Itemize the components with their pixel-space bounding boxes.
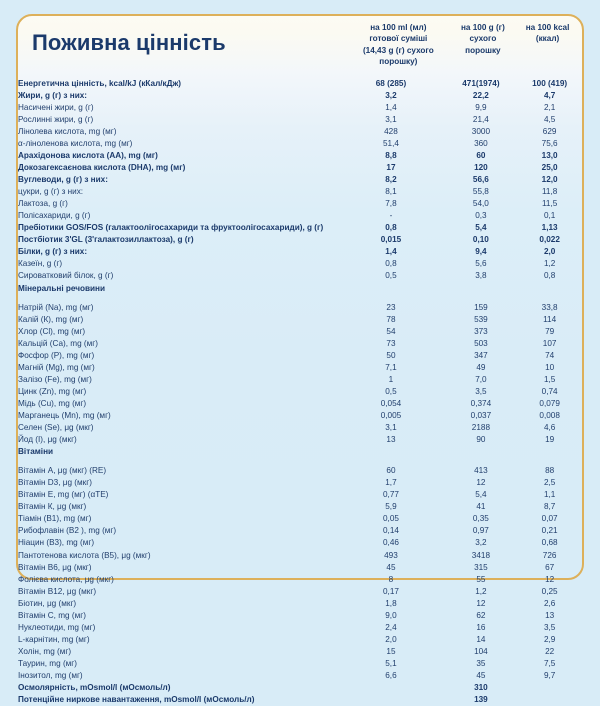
table-row <box>18 302 582 314</box>
nutrient-label: Вітамін Е, mg (мг) (αТЕ) <box>18 490 109 500</box>
nutrient-value-col3: 4,5 <box>543 114 556 124</box>
nutrient-label: Калій (К), mg (мг) <box>18 314 84 324</box>
nutrient-value-col3: 1,5 <box>543 374 556 384</box>
nutrient-value-col2: 9,9 <box>475 102 487 112</box>
nutrient-value-col2: 5,4 <box>475 490 487 500</box>
nutrient-value-col3: 67 <box>545 562 555 572</box>
nutrient-value-col2: 12 <box>476 478 486 488</box>
nutrient-label: Полісахариди, g (г) <box>18 211 91 221</box>
nutrient-value-col2: 1,2 <box>475 586 487 596</box>
nutrient-value-col1: 1,4 <box>385 247 397 257</box>
nutrient-value-col3 <box>517 446 582 458</box>
table-row <box>18 646 582 658</box>
nutrient-value-col2: 49 <box>476 362 486 372</box>
nutrient-value-col3: 19 <box>545 435 555 445</box>
nutrient-value-col1: 8,8 <box>385 151 397 160</box>
table-row <box>18 658 582 670</box>
table-row <box>18 562 582 574</box>
nutrient-value-col3: 0,008 <box>539 410 560 420</box>
nutrient-value-col1: 428 <box>384 126 398 136</box>
table-row-spacer <box>18 458 582 465</box>
nutrient-value-col3: 13,0 <box>541 151 558 160</box>
nutrient-label: Фолієва кислота, μg (мкг) <box>18 574 114 584</box>
nutrient-value-col2: 5,4 <box>475 223 487 233</box>
nutrient-label: Осмолярність, mOsmol/l (мОсмоль/л) <box>18 683 171 693</box>
nutrient-value-col1: 45 <box>386 562 396 572</box>
table-row <box>18 102 582 114</box>
table-row <box>18 478 582 490</box>
nutrient-value-col3: 8,7 <box>543 502 556 512</box>
table-row <box>18 634 582 646</box>
nutrient-value-col2: 3418 <box>471 550 490 560</box>
nutrient-value-col1: 8,1 <box>385 187 397 197</box>
nutrient-value-col3: 11,5 <box>541 199 558 209</box>
nutrient-value-col2: 0,374 <box>470 398 492 408</box>
nutrient-value-col3: 22 <box>545 646 555 656</box>
nutrient-value-col2 <box>445 283 518 295</box>
nutrient-label: Ніацин (В3), mg (мг) <box>18 538 95 548</box>
nutrient-value-col1: 0,46 <box>382 538 399 548</box>
nutrient-value-col2: 3,5 <box>475 386 487 396</box>
nutrient-value-col3: 75,6 <box>541 138 558 148</box>
table-row <box>18 90 582 102</box>
nutrient-value-col1: 78 <box>386 314 396 324</box>
nutrient-value-col1: 8 <box>388 574 394 584</box>
nutrient-value-col1: 0,14 <box>382 526 399 536</box>
nutrient-label: Докозагексаєнова кислота (DHA), mg (мг) <box>18 163 186 173</box>
nutrient-value-col3: 0,68 <box>541 538 558 548</box>
nutrient-value-col1: 17 <box>386 163 396 173</box>
nutrient-label: Інозитол, mg (мг) <box>18 670 83 680</box>
nutrient-label: Вітамін В12, μg (мкг) <box>18 586 97 596</box>
table-row <box>18 398 582 410</box>
nutrient-label: Вітамін В6, μg (мкг) <box>18 562 92 572</box>
nutrient-value-col2: 139 <box>474 695 488 705</box>
nutrient-value-col1: 68 (285) <box>375 78 407 88</box>
table-row <box>18 526 582 538</box>
table-row <box>18 514 582 526</box>
nutrient-value-col3: 3,5 <box>543 622 556 632</box>
nutrient-value-col1: 0,054 <box>380 398 402 408</box>
nutrient-value-col1: 2,0 <box>385 634 397 644</box>
nutrient-value-col2: 21,4 <box>472 114 489 124</box>
nutrient-value-col1: 51,4 <box>382 138 399 148</box>
table-row <box>18 622 582 634</box>
nutrient-value-col3: 726 <box>542 550 557 560</box>
nutrient-value-col3: 1,2 <box>543 259 556 269</box>
nutrient-label: Казеїн, g (г) <box>18 259 63 269</box>
nutrient-value-col1: 5,1 <box>385 658 397 668</box>
nutrient-label: Йод (I), μg (мкг) <box>18 435 77 445</box>
nutrient-value-col2: 0,037 <box>470 410 492 420</box>
nutrient-value-col1: 0,5 <box>385 271 397 281</box>
nutrient-label: Пантотенова кислота (В5), μg (мкг) <box>18 550 151 560</box>
nutrient-value-col1: 15 <box>386 646 396 656</box>
nutrient-value-col2: 55,8 <box>472 187 489 197</box>
nutrient-value-col3: 13 <box>545 610 555 620</box>
nutrient-value-col1: 7,8 <box>385 199 397 209</box>
nutrient-value-col3: 0,74 <box>541 386 558 396</box>
table-row <box>18 598 582 610</box>
nutrient-label: Нуклеотиди, mg (мг) <box>18 622 96 632</box>
nutrient-value-col1: 0,8 <box>385 223 397 233</box>
nutrient-value-col2: 503 <box>474 338 488 348</box>
table-row <box>18 610 582 622</box>
table-row <box>18 247 582 259</box>
table-row <box>18 386 582 398</box>
nutrient-value-col2: 41 <box>476 502 486 512</box>
nutrient-value-col1 <box>337 694 444 706</box>
nutrient-value-col3: 629 <box>542 126 557 136</box>
nutrient-value-col3: 0,07 <box>541 514 558 524</box>
nutrient-value-col2: 315 <box>474 562 488 572</box>
nutrient-label: Вітамін К, μg (мкг) <box>18 502 87 512</box>
nutrient-label: Рибофлавін (В2 ), mg (мг) <box>18 526 117 536</box>
table-row <box>18 338 582 350</box>
nutrient-value-col3: 11,8 <box>541 187 558 197</box>
nutrient-value-col2: 104 <box>474 646 488 656</box>
page-title: Поживна цінність <box>32 30 226 55</box>
nutrient-value-col3: 25,0 <box>541 163 558 173</box>
nutrient-value-col2: 56,6 <box>472 175 489 185</box>
nutrient-value-col3: 114 <box>543 314 557 324</box>
nutrient-value-col3: 12,0 <box>541 175 558 185</box>
nutrient-label: L-карнітин, mg (мг) <box>18 634 90 644</box>
table-row <box>18 550 582 562</box>
column-header-per-100ml: на 100 ml (мл) готової суміші (14,43 g (г) сухого порошку) <box>362 23 434 66</box>
table-row <box>18 374 582 386</box>
table-row <box>18 114 582 126</box>
table-row <box>18 490 582 502</box>
nutrient-value-col2: 159 <box>474 302 488 312</box>
nutrient-value-col1: 1 <box>388 374 394 384</box>
nutrient-value-col1 <box>337 446 444 458</box>
nutrient-value-col1 <box>337 283 444 295</box>
nutrient-value-col3: 2,5 <box>543 478 556 488</box>
nutrient-label: Селен (Se), μg (мкг) <box>18 423 94 433</box>
nutrient-value-col2: 3000 <box>471 126 490 136</box>
nutrient-value-col1: 493 <box>384 550 398 560</box>
nutrient-label: Жири, g (г) з них: <box>18 90 88 100</box>
nutrient-value-col1: 60 <box>386 466 396 476</box>
table-row <box>18 410 582 422</box>
nutrient-value-col1 <box>337 682 444 694</box>
table-row <box>18 138 582 150</box>
nutrient-value-col1: - <box>389 211 393 221</box>
nutrient-value-col3: 0,1 <box>543 211 556 221</box>
nutrient-value-col1: 0,005 <box>380 410 402 420</box>
column-header-per-100kcal: на 100 kcal (ккал) <box>525 23 570 44</box>
nutrient-value-col3: 0,25 <box>541 586 558 596</box>
nutrient-value-col1: 5,9 <box>385 502 397 512</box>
table-row <box>18 283 582 295</box>
nutrient-value-col2: 347 <box>474 350 488 360</box>
nutrient-value-col1: 0,5 <box>385 386 397 396</box>
nutrient-label: Натрій (Na), mg (мг) <box>18 302 94 312</box>
nutrient-value-col3: 100 (419) <box>532 78 568 88</box>
nutrient-label: Біотин, μg (мкг) <box>18 598 77 608</box>
table-row <box>18 235 582 247</box>
nutrient-label: Тіамін (В1), mg (мг) <box>18 514 92 524</box>
nutrient-label: Арахідонова кислота (АА), mg (мг) <box>18 151 158 160</box>
nutrient-label: Магній (Mg), mg (мг) <box>18 362 95 372</box>
nutrient-label: цукри, g (г) з них: <box>18 187 84 197</box>
nutrient-value-col2: 0,3 <box>475 211 487 221</box>
nutrient-value-col2: 62 <box>476 610 486 620</box>
table-row <box>18 446 582 458</box>
column-headers <box>348 22 578 67</box>
column-header-per-100g: на 100 g (г) сухого порошку <box>460 23 505 55</box>
table-row <box>18 538 582 550</box>
nutrient-value-col2: 360 <box>474 138 488 148</box>
nutrient-value-col1: 54 <box>386 326 396 336</box>
nutrient-label: Хлор (Cl), mg (мг) <box>18 326 86 336</box>
table-row <box>18 271 582 283</box>
nutrient-label: Постбіотик 3'GL (3'галактозиллактоза), g (г) <box>18 235 194 245</box>
table-row <box>18 465 582 477</box>
nutrient-value-col3 <box>517 283 582 295</box>
table-row <box>18 574 582 586</box>
nutrient-value-col1: 0,17 <box>382 586 399 596</box>
nutrient-value-col3: 1,1 <box>543 490 556 500</box>
nutrient-value-col2 <box>445 446 518 458</box>
nutrient-value-col2: 373 <box>474 326 488 336</box>
nutrient-value-col2: 5,6 <box>475 259 487 269</box>
nutrient-value-col2: 35 <box>476 658 486 668</box>
nutrient-value-col1: 1,8 <box>385 598 397 608</box>
table-row <box>18 162 582 174</box>
nutrient-value-col3: 0,022 <box>539 235 560 245</box>
nutrient-value-col1: 1,7 <box>385 478 397 488</box>
nutrient-value-col3: 4,6 <box>543 423 556 433</box>
nutrient-value-col3: 0,079 <box>539 398 560 408</box>
table-row <box>18 434 582 446</box>
nutrient-label: Вітаміни <box>18 447 54 457</box>
nutrient-value-col1: 8,2 <box>385 175 397 185</box>
table-row <box>18 670 582 682</box>
table-row <box>18 586 582 598</box>
table-row <box>18 326 582 338</box>
nutrient-value-col3: 0,21 <box>541 526 558 536</box>
nutrient-value-col2: 16 <box>476 622 486 632</box>
nutrient-label: Потенційне ниркове навантаження, mOsmol/l (мОсмоль/л) <box>18 695 255 705</box>
table-row <box>18 314 582 326</box>
nutrient-value-col2: 90 <box>476 435 486 445</box>
nutrient-value-col1: 23 <box>386 302 396 312</box>
table-row <box>18 223 582 235</box>
table-row <box>18 198 582 210</box>
nutrient-label: Марганець (Mn), mg (мг) <box>18 410 111 420</box>
nutrient-value-col3: 2,0 <box>543 247 556 257</box>
nutrient-value-col2: 60 <box>476 151 486 160</box>
nutrient-label: Вуглеводи, g (г) з них: <box>18 175 108 185</box>
nutrient-value-col2: 539 <box>474 314 488 324</box>
nutrient-label: Фосфор (Р), mg (мг) <box>18 350 95 360</box>
nutrient-value-col3: 79 <box>545 326 555 336</box>
table-row-spacer <box>18 295 582 302</box>
nutrient-label: Мідь (Cu), mg (мг) <box>18 398 87 408</box>
nutrient-label: Енергетична цінність, kcal/kJ (кКал/кДж) <box>18 78 182 88</box>
nutrient-label: Холін, mg (мг) <box>18 646 72 656</box>
table-row <box>18 362 582 374</box>
nutrient-value-col1: 50 <box>386 350 396 360</box>
nutrient-label: Вітамін А, μg (мкг) (RE) <box>18 466 107 476</box>
table-row <box>18 350 582 362</box>
table-row <box>18 174 582 186</box>
nutrient-value-col1: 2,4 <box>385 622 397 632</box>
table-row <box>18 259 582 271</box>
nutrient-value-col1: 0,77 <box>382 490 399 500</box>
nutrient-value-col2: 120 <box>474 163 488 173</box>
nutrient-value-col3: 33,8 <box>541 302 558 312</box>
nutrient-label: Таурин, mg (мг) <box>18 658 78 668</box>
nutrient-value-col2: 14 <box>476 634 486 644</box>
nutrient-value-col3 <box>517 694 582 706</box>
nutrient-value-col1: 7,1 <box>385 362 397 372</box>
nutrient-value-col2: 55 <box>476 574 486 584</box>
nutrient-value-col2: 310 <box>474 683 488 693</box>
nutrient-value-col2: 0,35 <box>472 514 489 524</box>
nutrient-label: Залізо (Fe), mg (мг) <box>18 374 92 384</box>
nutrient-label: Лінолева кислота, mg (мг) <box>18 126 117 136</box>
nutrient-label: Мінеральні речовини <box>18 283 106 293</box>
nutrient-label: Лактоза, g (г) <box>18 199 68 209</box>
nutrient-value-col3 <box>517 682 582 694</box>
nutrition-table-body <box>18 78 582 706</box>
nutrient-value-col2: 3,2 <box>475 538 487 548</box>
nutrient-value-col2: 0,97 <box>472 526 489 536</box>
nutrient-value-col2: 9,4 <box>475 247 487 257</box>
nutrient-label: α-ліноленова кислота, mg (мг) <box>18 138 133 148</box>
table-row <box>18 211 582 223</box>
nutrient-value-col1: 73 <box>386 338 396 348</box>
nutrient-label: Пребіотики GOS/FOS (галактоолігосахариди та фруктоолігосахариди), g (г) <box>18 223 324 233</box>
nutrient-value-col3: 10 <box>545 362 555 372</box>
nutrient-value-col1: 3,1 <box>385 423 397 433</box>
nutrient-label: Кальцій (Са), mg (мг) <box>18 338 99 348</box>
nutrient-value-col1: 3,2 <box>385 90 397 100</box>
nutrient-value-col2: 3,8 <box>475 271 487 281</box>
table-row <box>18 694 582 706</box>
nutrient-value-col3: 1,13 <box>541 223 558 233</box>
nutrient-value-col3: 0,8 <box>543 271 556 281</box>
nutrition-panel <box>16 14 584 705</box>
nutrient-label: Сироватковий білок, g (г) <box>18 271 114 281</box>
nutrient-value-col1: 3,1 <box>385 114 397 124</box>
nutrient-label: Цинк (Zn), mg (мг) <box>18 386 87 396</box>
table-row <box>18 422 582 434</box>
table-header <box>18 16 582 76</box>
nutrient-value-col1: 0,8 <box>385 259 397 269</box>
table-row <box>18 186 582 198</box>
nutrient-value-col2: 0,10 <box>472 235 489 245</box>
nutrient-value-col1: 6,6 <box>385 670 397 680</box>
nutrient-value-col1: 0,015 <box>380 235 402 245</box>
table-row <box>18 682 582 694</box>
nutrient-value-col3: 74 <box>545 350 555 360</box>
nutrient-value-col3: 88 <box>545 466 555 476</box>
table-row <box>18 78 582 90</box>
nutrient-value-col3: 2,6 <box>543 598 556 608</box>
table-row <box>18 150 582 162</box>
nutrient-value-col3: 9,7 <box>543 670 556 680</box>
nutrient-label: Вітамін С, mg (мг) <box>18 610 86 620</box>
nutrient-value-col2: 7,0 <box>475 374 487 384</box>
nutrient-value-col3: 7,5 <box>543 658 556 668</box>
nutrient-label: Білки, g (г) з них: <box>18 247 88 257</box>
nutrient-value-col2: 12 <box>476 598 486 608</box>
nutrient-value-col1: 13 <box>386 435 396 445</box>
nutrient-label: Насичені жири, g (г) <box>18 102 94 112</box>
nutrient-label: Вітамін D3, μg (мкг) <box>18 478 92 488</box>
nutrient-value-col3: 2,1 <box>543 102 556 112</box>
table-row <box>18 502 582 514</box>
nutrient-value-col3: 4,7 <box>543 90 556 100</box>
nutrient-value-col1: 0,05 <box>382 514 399 524</box>
nutrient-value-col2: 2188 <box>471 423 490 433</box>
nutrient-value-col2: 54,0 <box>472 199 489 209</box>
nutrient-value-col3: 2,9 <box>543 634 556 644</box>
nutrient-value-col2: 471(1974) <box>462 78 500 88</box>
table-row <box>18 126 582 138</box>
nutrient-value-col2: 413 <box>474 466 488 476</box>
nutrient-value-col3: 107 <box>542 338 557 348</box>
nutrient-value-col1: 9,0 <box>385 610 397 620</box>
nutrient-value-col3: 12 <box>545 574 555 584</box>
nutrient-label: Рослинні жири, g (г) <box>18 114 94 124</box>
nutrient-value-col2: 22,2 <box>472 90 489 100</box>
nutrient-value-col1: 1,4 <box>385 102 397 112</box>
nutrition-table <box>18 78 582 706</box>
nutrient-value-col2: 45 <box>476 670 486 680</box>
